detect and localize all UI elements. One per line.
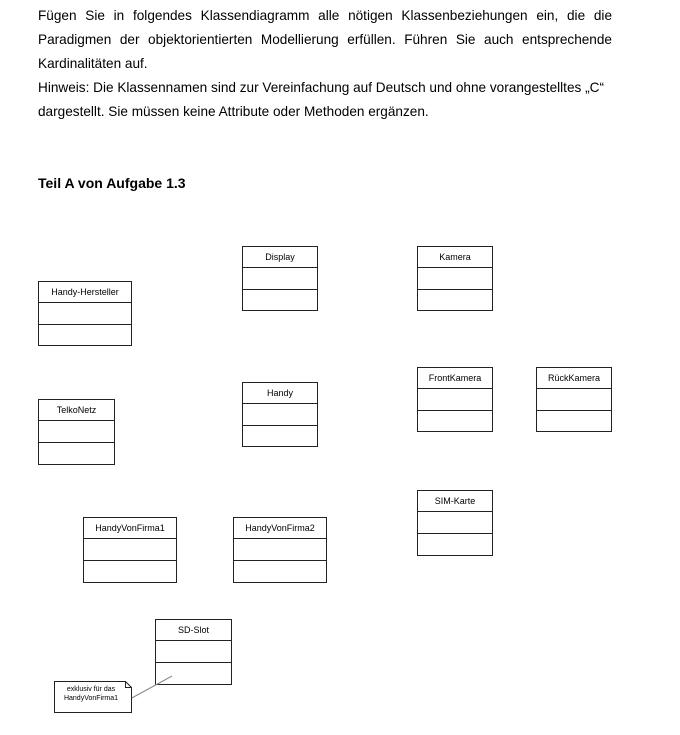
- attributes-compartment: [243, 404, 317, 425]
- methods-compartment: [418, 410, 492, 432]
- task-description: [38, 4, 612, 124]
- attributes-compartment: [39, 421, 114, 442]
- attributes-compartment: [418, 512, 492, 533]
- class-rueckkamera: [536, 367, 612, 432]
- class-name: SIM-Karte: [418, 491, 492, 512]
- class-name: RückKamera: [537, 368, 611, 389]
- class-name: Handy-Hersteller: [39, 282, 131, 303]
- attributes-compartment: [418, 268, 492, 289]
- class-handyvonfirma2: [233, 517, 327, 583]
- methods-compartment: [39, 324, 131, 346]
- methods-compartment: [234, 560, 326, 582]
- class-frontkamera: [417, 367, 493, 432]
- class-handy-hersteller: [38, 281, 132, 346]
- methods-compartment: [243, 289, 317, 311]
- class-sd-slot: [155, 619, 232, 685]
- attributes-compartment: [243, 268, 317, 289]
- class-display: [242, 246, 318, 311]
- class-name: SD-Slot: [156, 620, 231, 641]
- class-handy: [242, 382, 318, 447]
- attributes-compartment: [156, 641, 231, 662]
- uml-note: [54, 681, 132, 713]
- class-name: TelkoNetz: [39, 400, 114, 421]
- class-handyvonfirma1: [83, 517, 177, 583]
- methods-compartment: [156, 662, 231, 684]
- methods-compartment: [39, 442, 114, 464]
- methods-compartment: [243, 425, 317, 447]
- attributes-compartment: [234, 539, 326, 560]
- methods-compartment: [537, 410, 611, 432]
- attributes-compartment: [418, 389, 492, 410]
- class-name: Kamera: [418, 247, 492, 268]
- attributes-compartment: [537, 389, 611, 410]
- class-telkonetz: [38, 399, 115, 465]
- methods-compartment: [418, 289, 492, 311]
- class-sim-karte: [417, 490, 493, 556]
- methods-compartment: [84, 560, 176, 582]
- class-name: HandyVonFirma2: [234, 518, 326, 539]
- task-hint: Hinweis: Die Klassennamen sind zur Vereinfachung auf Deutsch und ohne vorangestelltes „C“ dargestellt. Sie müssen keine Attribute oder Methoden ergänzen.: [38, 80, 604, 119]
- methods-compartment: [418, 533, 492, 555]
- note-text: exklusiv für das HandyVonFirma1: [63, 686, 119, 702]
- task-paragraph: Fügen Sie in folgendes Klassendiagramm alle nötigen Klassenbeziehungen ein, die die Paradigmen der objektorientierten Modellierung erfüllen. Führen Sie auch entsprechende Kardinalitäten auf.: [38, 8, 612, 71]
- section-heading: Teil A von Aufgabe 1.3: [38, 175, 186, 191]
- class-name: Handy: [243, 383, 317, 404]
- class-name: HandyVonFirma1: [84, 518, 176, 539]
- class-name: FrontKamera: [418, 368, 492, 389]
- attributes-compartment: [39, 303, 131, 324]
- class-kamera: [417, 246, 493, 311]
- class-name: Display: [243, 247, 317, 268]
- attributes-compartment: [84, 539, 176, 560]
